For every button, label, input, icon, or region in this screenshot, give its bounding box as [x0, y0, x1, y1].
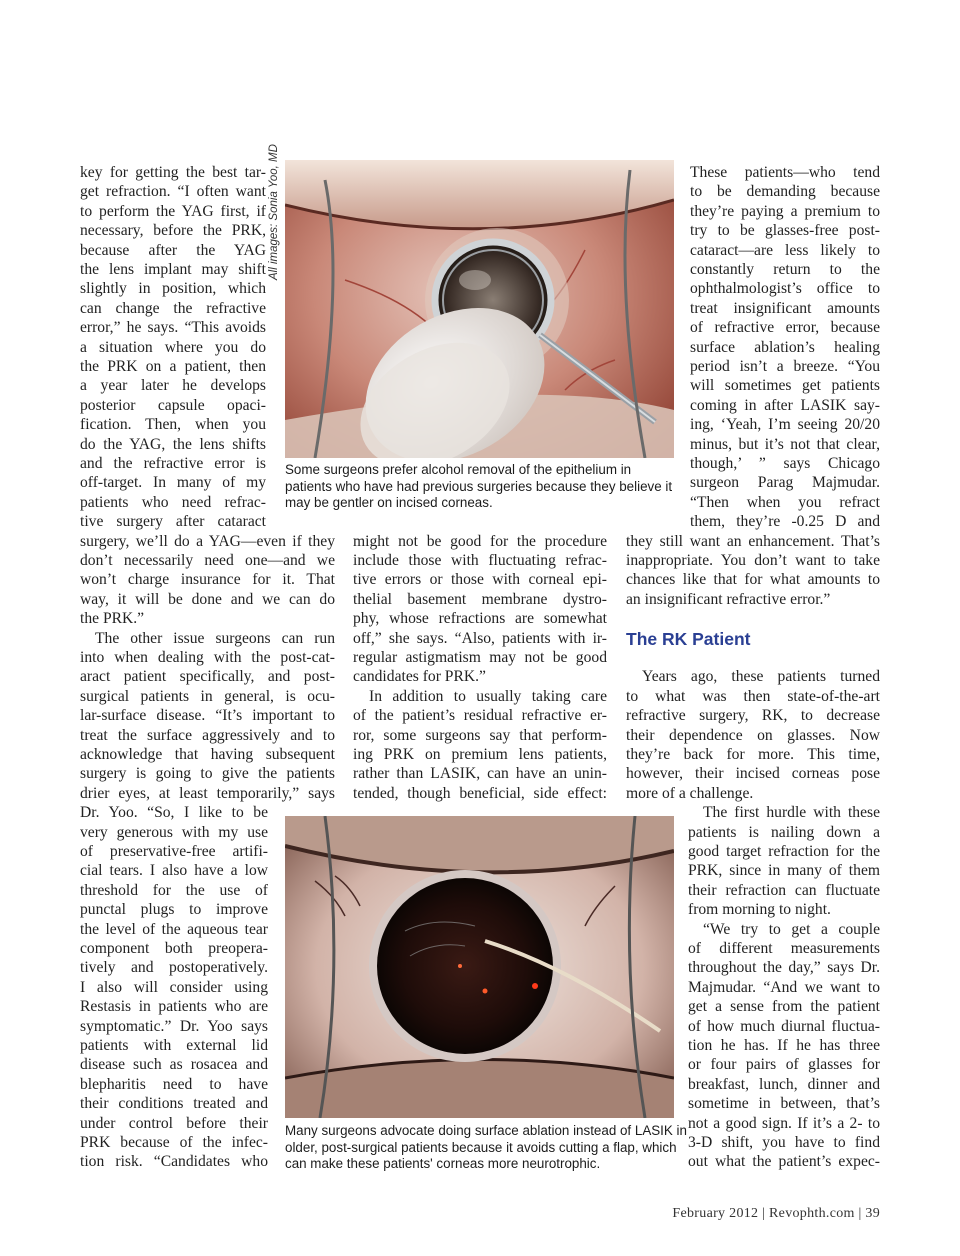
body-line: Years ago, these patients turned — [642, 668, 880, 686]
body-line: constantly return to the — [690, 261, 880, 278]
body-line: cial tears. I also have a low — [80, 862, 268, 880]
body-line: their refraction can fluctuate — [688, 881, 880, 899]
body-line: patients is nailing down a — [688, 823, 880, 841]
body-line: won’t charge insurance for it. That — [80, 571, 335, 589]
section-heading: The RK Patient — [626, 629, 751, 649]
body-line: posterior capsule opaci- — [80, 396, 266, 414]
body-line: PRK, since in many of them — [688, 862, 880, 880]
body-line: Dr. Yoo. “So, I like to be — [80, 804, 268, 822]
body-line: Restasis in patients who are — [80, 998, 268, 1016]
body-line: surface ablation’s healing — [690, 338, 880, 356]
body-line: surgery is going to give the patients — [80, 765, 335, 783]
body-line: ror, some surgeons say that perform- — [353, 726, 607, 744]
body-line: an insignificant refractive error.” — [626, 590, 831, 608]
body-line: them, they’re -0.25 D and — [690, 513, 880, 531]
body-line: the lens implant may shift — [80, 261, 266, 278]
body-line: candidates for PRK.” — [353, 668, 486, 686]
body-line: a situation where you do — [80, 338, 266, 356]
body-line: of different measurements — [688, 940, 880, 957]
body-line: ing PRK on premium lens patients, — [353, 746, 607, 763]
body-line: lar-surface disease. “It’s important to — [80, 707, 335, 725]
body-line: get a sense from the patient — [688, 998, 880, 1016]
figure-photo-alcohol-well — [285, 160, 674, 458]
body-line: can change the refractive — [80, 299, 266, 317]
caption-line: may be gentler on incised corneas. — [285, 495, 493, 510]
body-line: treat the surface aggressively and to — [80, 726, 335, 744]
body-line: “Then when you refract — [690, 493, 880, 511]
body-line: include those with fluctuating refrac- — [353, 552, 607, 569]
body-line: tion he has. If he has three — [688, 1037, 880, 1054]
body-line: get refraction. “I often want — [80, 183, 266, 201]
body-line: acknowledge that having subsequent — [80, 746, 335, 763]
body-line: the PRK.” — [80, 610, 145, 628]
body-line: In addition to usually taking care — [369, 687, 607, 705]
body-line: out what the patient’s expec- — [688, 1153, 880, 1171]
figure-caption-1 — [285, 462, 672, 512]
body-line: key for getting the best tar- — [80, 164, 266, 181]
body-line: to be demanding because — [690, 183, 880, 201]
figure-photo-surface-ablation — [285, 816, 674, 1118]
body-line: their conditions treated and — [80, 1095, 268, 1113]
body-line: fication. Then, when you — [80, 416, 266, 434]
body-line: tive errors or those with corneal epi- — [353, 571, 607, 589]
body-line: patients who need refrac- — [80, 493, 266, 511]
body-line: try to be glasses-free post- — [690, 222, 880, 240]
body-line: phy, whose refractions are somewhat — [353, 610, 607, 628]
caption-line: Some surgeons prefer alcohol removal of the epithelium in — [285, 462, 632, 477]
body-line: 3-D shift, you have to find — [688, 1134, 880, 1151]
body-line: period isn’t a breeze. “You — [690, 358, 880, 375]
body-line: do the YAG, the lens shifts — [80, 435, 266, 453]
body-line: The other issue surgeons can run — [95, 629, 335, 647]
page-footer: February 2012 | Revophth.com | 39 — [672, 1206, 880, 1221]
body-line: PRK because of the infec- — [80, 1134, 268, 1151]
body-line: off,” she says. “Also, patients with ir- — [353, 629, 607, 647]
body-line: very generous with my use — [80, 823, 268, 841]
body-line: of how much diurnal fluctua- — [688, 1017, 880, 1035]
body-line: punctal plugs to improve — [80, 901, 268, 919]
body-line: they still want an enhancement. That’s — [626, 532, 880, 550]
body-line: coming in after LASIK say- — [690, 396, 880, 414]
body-line: though,’ ” says Chicago — [690, 455, 880, 472]
body-line: thelial basement membrane dystro- — [353, 590, 607, 608]
body-line: blepharitis need to have — [80, 1075, 268, 1093]
body-line: patients with external lid — [80, 1037, 268, 1054]
body-line: good target refraction for the — [688, 843, 880, 860]
body-line: of the patient’s residual refractive er- — [353, 707, 607, 725]
body-line: don’t necessarily need one—and we — [80, 552, 335, 569]
body-line: necessary, before the PRK, — [80, 222, 266, 240]
body-line: drier eyes, at least temporarily,” says — [80, 784, 335, 802]
body-line: These patients—who tend — [690, 164, 880, 181]
body-line: or four pairs of glasses for — [688, 1056, 880, 1074]
body-line: to what was then state-of-the-art — [626, 687, 880, 705]
body-line: however, their incised corneas pose — [626, 765, 880, 783]
body-line: will sometimes get patients — [690, 377, 880, 395]
body-line: inappropriate. You don’t want to take — [626, 552, 880, 569]
body-line: not a good sign. If it’s a 2- to — [688, 1114, 880, 1132]
body-line: throughout the day,” says Dr. — [688, 959, 880, 977]
body-line: surgeon Parag Majmudar. — [690, 474, 880, 492]
body-line: symptomatic.” Dr. Yoo says — [80, 1017, 268, 1035]
body-line: minus, but it’s not that clear, — [690, 435, 880, 453]
body-line: of preservative-free artifi- — [80, 843, 268, 860]
body-line: tive surgery after cataract — [80, 513, 266, 531]
body-line: threshold for the use of — [80, 881, 268, 899]
body-line: ophthalmologist’s office to — [690, 280, 880, 298]
body-line: slightly in position, which — [80, 280, 266, 298]
body-line: aract patient specifically, and post- — [80, 668, 335, 686]
body-line: a year later he develops — [80, 377, 266, 395]
body-line: regular astigmatism may not be good — [353, 649, 607, 666]
figure-caption-2 — [285, 1123, 687, 1173]
body-line: because after the YAG — [80, 241, 266, 259]
body-line: Majmudar. “And we want to — [688, 978, 880, 996]
body-line: surgical patients in general, is ocu- — [80, 687, 335, 705]
body-line: to perform the YAG first, if — [80, 202, 266, 220]
body-line: the PRK on a patient, then — [80, 358, 266, 375]
body-line: ing, ‘Yeah, I’m seeing 20/20 — [690, 416, 880, 434]
body-line: they’re paying a premium to — [690, 202, 880, 220]
body-line: rather than LASIK, can have an unin- — [353, 765, 607, 783]
body-line: into when dealing with the post-cat- — [80, 649, 335, 666]
body-line: of refractive error, because — [690, 319, 880, 337]
body-line: I also will consider using — [80, 978, 268, 996]
body-line: might not be good for the procedure — [353, 532, 607, 550]
caption-line: Many surgeons advocate doing surface ablation instead of LASIK in — [285, 1123, 687, 1138]
body-line: surgery, we’ll do a YAG—even if they — [80, 532, 335, 550]
body-line: treat insignificant amounts — [690, 299, 880, 317]
body-line: their dependence on glasses. Now — [626, 726, 880, 744]
body-line: chances like that for what amounts to — [626, 571, 880, 589]
body-line: disease such as rosacea and — [80, 1056, 268, 1074]
photo-credit: All images: Sonia Yoo, MD — [268, 144, 280, 280]
body-line: under control before their — [80, 1114, 268, 1132]
body-line: cataract—are less likely to — [690, 241, 880, 259]
body-line: component both preopera- — [80, 940, 268, 957]
body-line: from morning to night. — [688, 901, 831, 919]
body-line: more of a challenge. — [626, 784, 754, 802]
body-line: way, it will be done and we can do — [80, 590, 335, 608]
body-line: the level of the aqueous tear — [80, 920, 268, 938]
caption-line: can make these patients' corneas more neurotrophic. — [285, 1156, 601, 1171]
body-line: tively and postoperatively. — [80, 959, 268, 977]
caption-line: older, post-surgical patients because it avoids cutting a flap, which — [285, 1139, 677, 1155]
body-line: breakfast, lunch, dinner and — [688, 1075, 880, 1093]
caption-line: patients who have had previous surgeries because they believe it — [285, 478, 673, 494]
body-line: refractive surgery, RK, to decrease — [626, 707, 880, 725]
body-line: tended, though beneficial, side effect: — [353, 784, 607, 802]
body-line: and the refractive error is — [80, 455, 266, 472]
body-line: tion risk. “Candidates who — [80, 1153, 268, 1171]
body-line: error,” he says. “This avoids — [80, 319, 266, 337]
body-line: “We try to get a couple — [703, 920, 880, 938]
body-line: they’re back for more. This time, — [626, 746, 880, 763]
body-line: The first hurdle with these — [703, 804, 880, 822]
body-line: off-target. In many of my — [80, 474, 266, 492]
body-line: sometime in between, that’s — [688, 1095, 880, 1113]
